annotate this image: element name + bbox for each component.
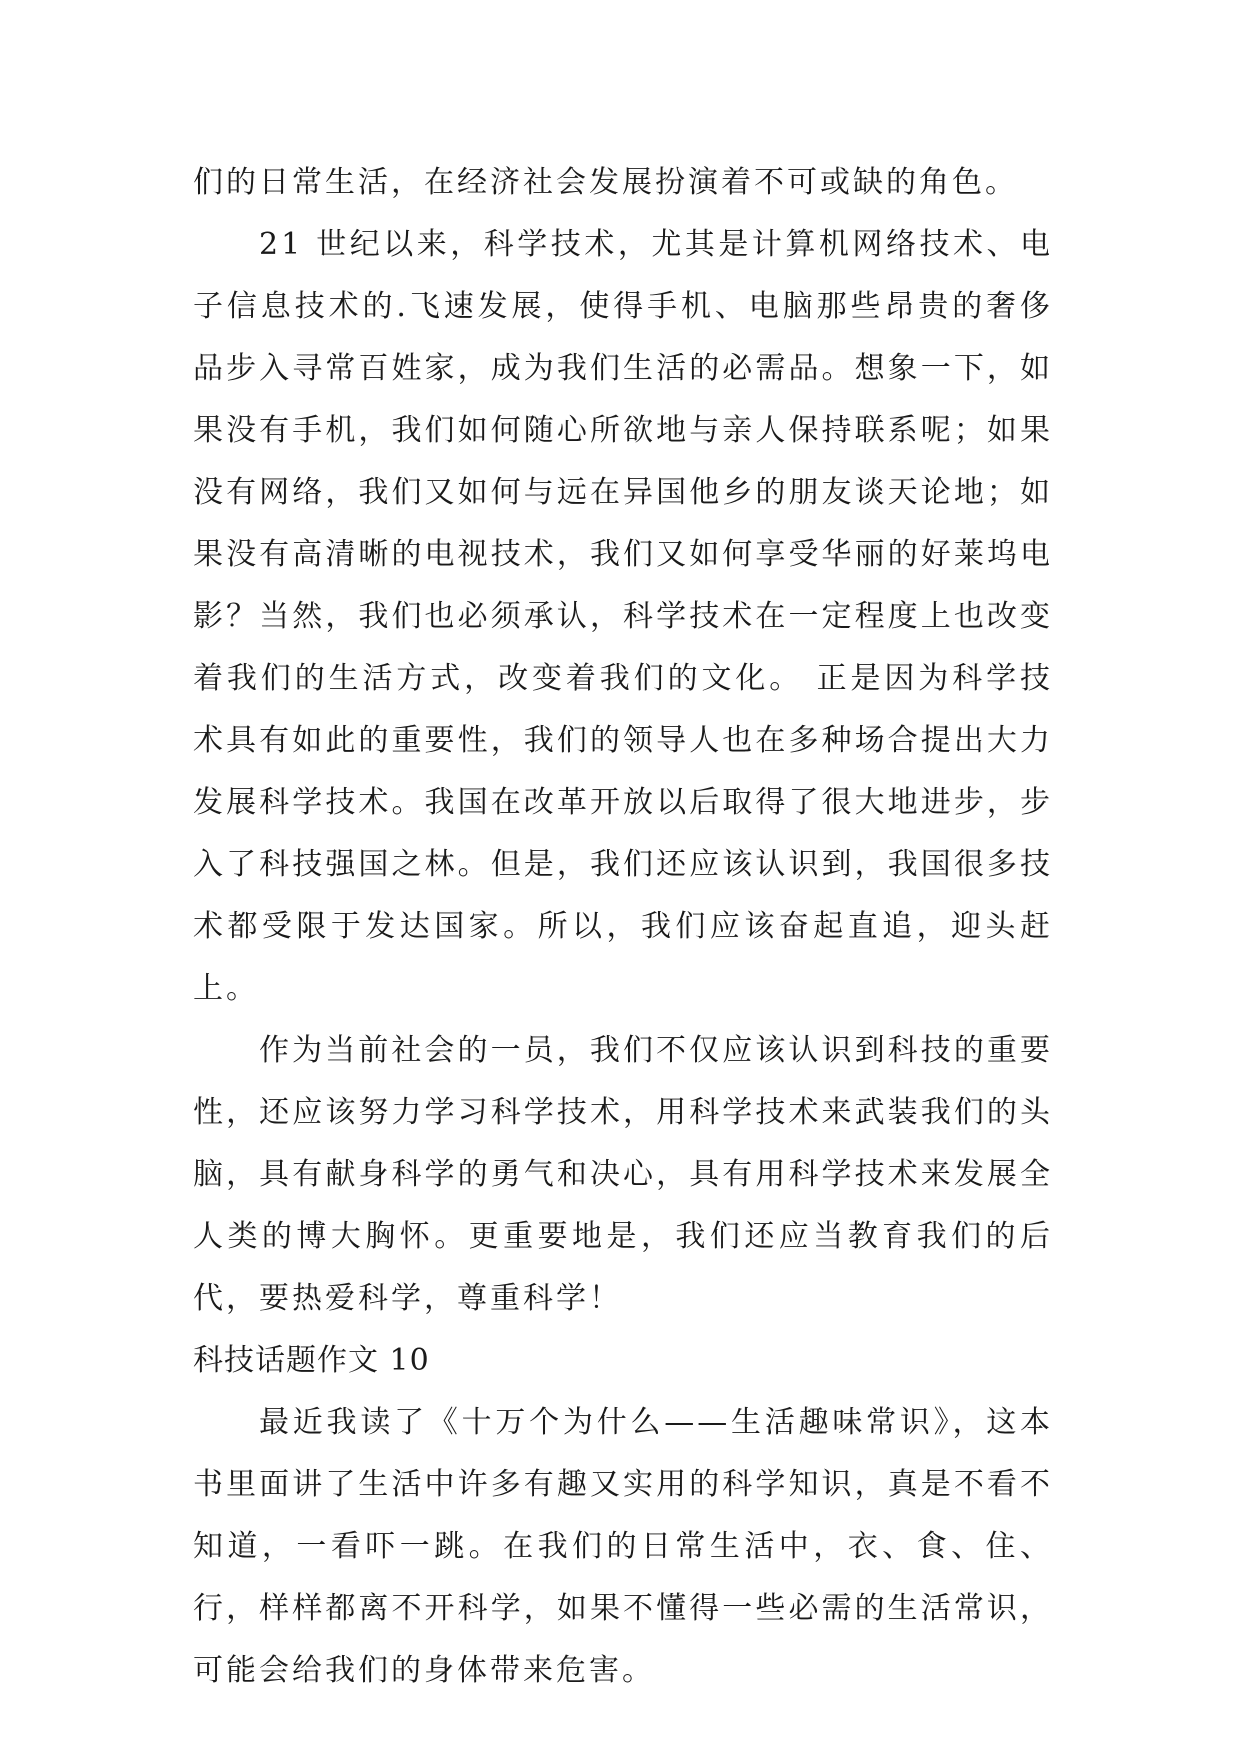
paragraph-book-reading: 最近我读了《十万个为什么——生活趣味常识》，这本书里面讲了生活中许多有趣又实用的科学知识，真是不看不知道，一看吓一跳。在我们的日常生活中，衣、食、住、行，样样都离不开科学，如果不懂得一些必需的生活常识，可能会给我们的身体带来危害。 xyxy=(193,1405,1053,1688)
section-heading: 科技话题作文 10 xyxy=(193,1343,430,1378)
document-body xyxy=(193,152,1053,1702)
paragraph-technology-development: 21 世纪以来，科学技术，尤其是计算机网络技术、电子信息技术的.飞速发展，使得手机、电脑那些昂贵的奢侈品步入寻常百姓家，成为我们生活的必需品。想象一下，如果没有手机，我们如何随心所欲地与亲人保持联系呢；如果没有网络，我们又如何与远在异国他乡的朋友谈天论地；如果没有高清晰的电视技术，我们又如何享受华丽的好莱坞电影？当然，我们也必须承认，科学技术在一定程度上也改变着我们的生活方式，改变着我们的文化。 正是因为科学技术具有如此的重要性，我们的领导人也在多种场合提出大力发展科学技术。我国在改革开放以后取得了很大地进步，步入了科技强国之林。但是，我们还应该认识到，我国很多技术都受限于发达国家。所以，我们应该奋起直追，迎头赶上。 xyxy=(193,227,1053,1006)
paragraph-social-responsibility: 作为当前社会的一员，我们不仅应该认识到科技的重要性，还应该努力学习科学技术，用科学技术来武装我们的头脑，具有献身科学的勇气和决心，具有用科学技术来发展全人类的博大胸怀。更重要地是，我们还应当教育我们的后代，要热爱科学，尊重科学！ xyxy=(193,1033,1053,1316)
paragraph-continuation: 们的日常生活，在经济社会发展扮演着不可或缺的角色。 xyxy=(193,165,1018,200)
